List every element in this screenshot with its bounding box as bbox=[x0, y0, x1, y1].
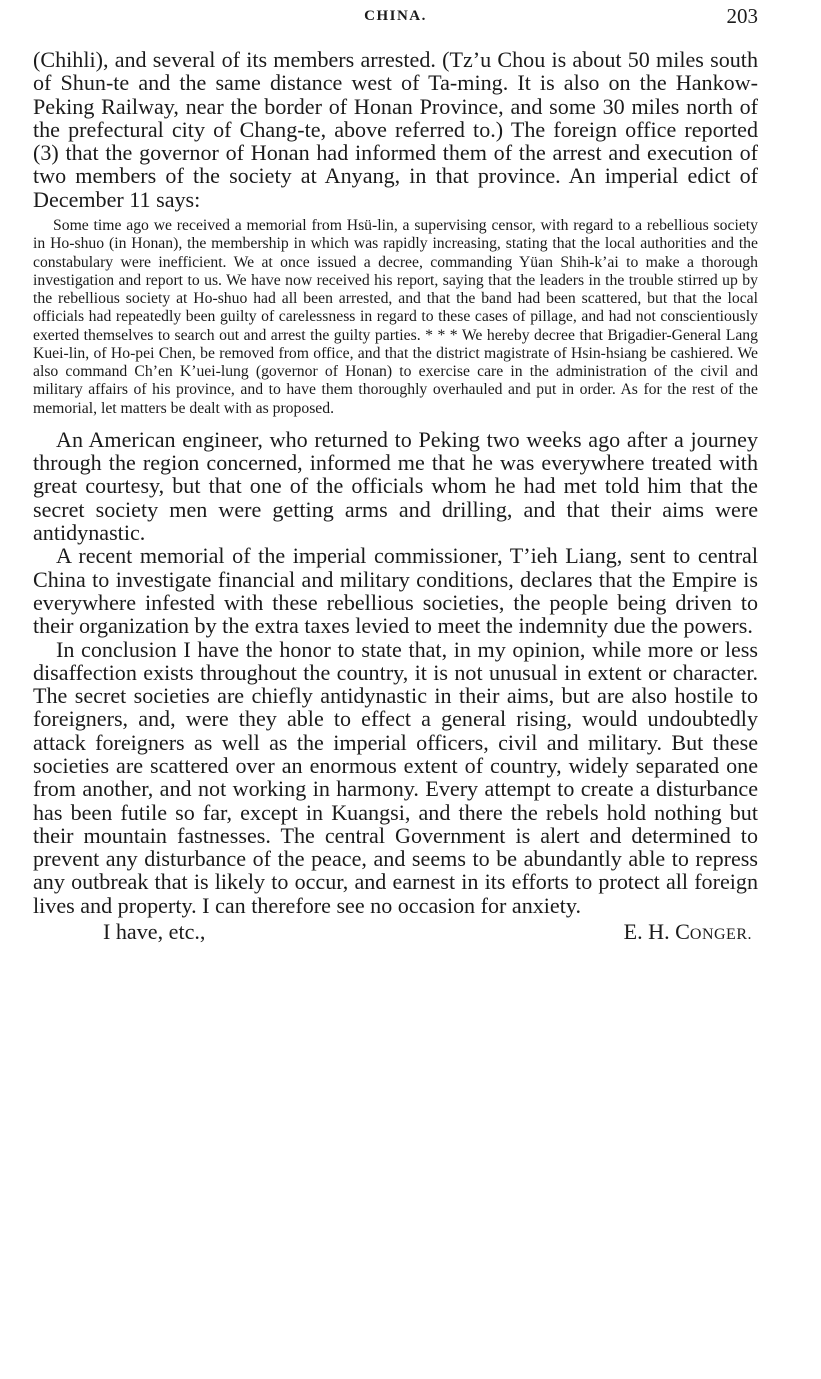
paragraph-3: A recent memorial of the imperial commissioner, T’ieh Liang, sent to central China to investigate financial and military conditions, declares that the Empire is everywhere infested with these rebellious societies, the people being driven to their organization by the extra taxes levied to meet the indemnity due the powers. bbox=[33, 543, 758, 639]
signature-surname-smallcaps: ONGER. bbox=[689, 926, 752, 944]
document-page bbox=[33, 0, 758, 945]
running-header bbox=[33, 4, 758, 34]
paragraph-4: In conclusion I have the honor to state that, in my opinion, while more or less disaffection exists throughout the country, it is not unusual in extent or character. The secret societies are chiefly antidynastic in their aims, but are also hostile to foreigners, and, were they able to effect a general rising, would undoubtedly attack foreigners as well as the imperial officers, civil and military. But these societies are scattered over an enormous extent of country, widely separated one from another, and not working in harmony. Every attempt to create a disturbance has been futile so far, except in Kuangsi, and there the rebels hold nothing but their mountain fastnesses. The central Government is alert and determined to prevent any disturbance of the peace, and seems to be abundantly able to repress any outbreak that is likely to occur, and earnest in its efforts to protect all foreign lives and property. I can therefore see no occasion for anxiety. bbox=[33, 636, 758, 918]
paragraph-2: An American engineer, who returned to Peking two weeks ago after a journey through the region concerned, informed me that he was everywhere treated with great courtesy, but that one of the officials whom he had met told him that the secret society men were getting arms and drilling, and that their aims were antidynastic. bbox=[33, 426, 758, 546]
letter-closing bbox=[33, 919, 758, 945]
salutation: I have, etc., bbox=[103, 919, 206, 945]
running-title: CHINA. bbox=[364, 8, 427, 24]
page-number: 203 bbox=[726, 4, 758, 28]
paragraph-1: (Chihli), and several of its members arrested. (Tz’u Chou is about 50 miles south of Shun-te and the same distance west of Ta-ming. It is also on the Hankow-Peking Railway, near the border of Honan Province, and some 30 miles north of the prefectural city of Chang-te, above referred to.) The foreign office reported (3) that the governor of Honan had informed them of the arrest and execution of two members of the society at Anyang, in that province. An imperial edict of December 11 says: bbox=[33, 47, 758, 212]
signature-initials: E. H. C bbox=[623, 919, 690, 945]
signature bbox=[624, 919, 752, 945]
edict-quotation: Some time ago we received a memorial from Hsü-lin, a supervising censor, with regard to a rebellious society in Ho-shuo (in Honan), the membership in which was rapidly increasing, stating that the local authorities and the constabulary were inefficient. We at once issued a decree, commanding Yüan Shih-k’ai to make a thorough investigation and report to us. We have now received his report, saying that the leaders in the trouble stirred up by the rebellious society at Ho-shuo had all been arrested, and that the band had been scattered, but that the local officials had repeatedly been guilty of carelessness in regard to these cases of pillage, and had not conscientiously exerted themselves to search out and arrest the guilty parties. * * * We hereby decree that Brigadier-General Lang Kuei-lin, of Ho-pei Chen, be removed from office, and that the district magistrate of Hsin-hsiang be cashiered. We also command Ch’en K’uei-lung (governor of Honan) to exercise care in the administration of the civil and military affairs of his province, and to have them thoroughly overhauled and put in order. As for the rest of the memorial, let matters be dealt with as proposed. bbox=[33, 217, 758, 417]
